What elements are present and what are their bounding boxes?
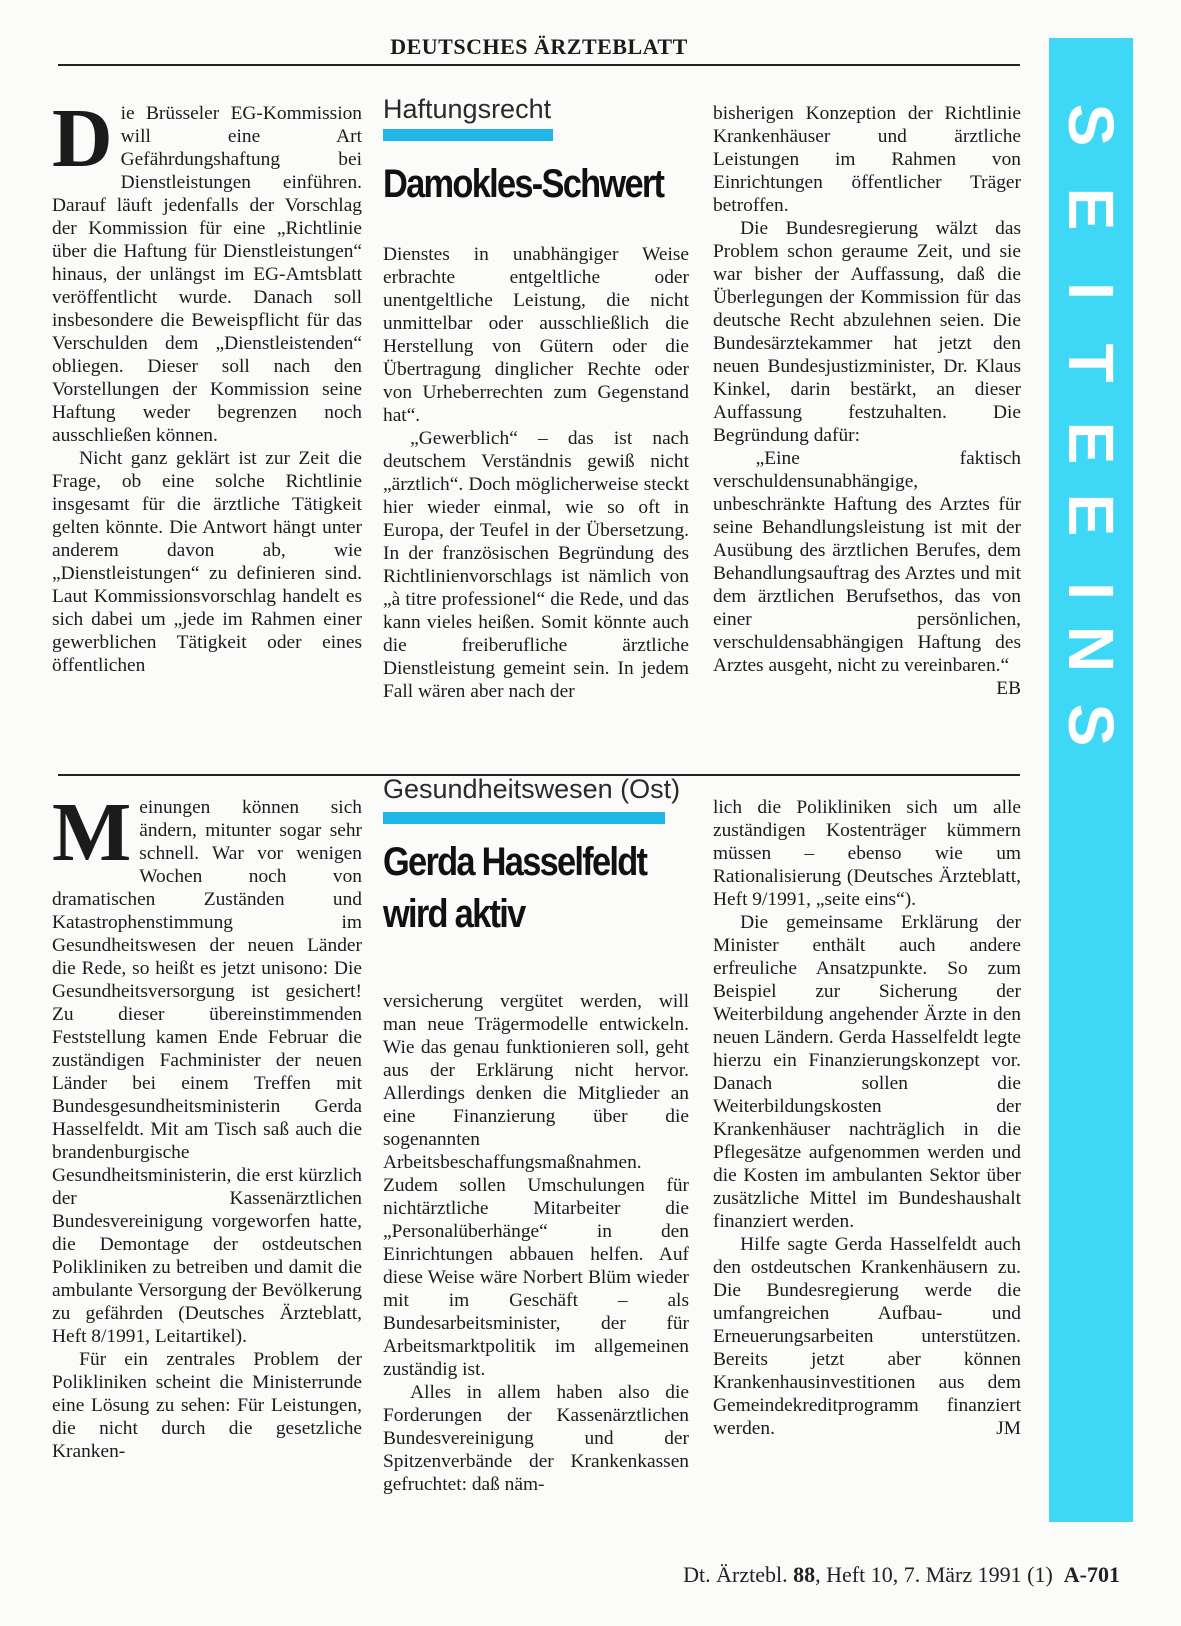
- article2-column-3: [713, 796, 1021, 1440]
- side-label-letter: I: [1055, 582, 1127, 600]
- article2-paragraph: Alles in allem haben also die Forderungen der Kassenärztlichen Bundesvereinigung und der Spitzenverbände der Krankenkassen gefruchtet: daß näm-: [383, 1382, 689, 1495]
- side-label-letter: N: [1055, 625, 1127, 673]
- article1-rubric: Haftungsrecht: [383, 94, 552, 124]
- article1-headline: Damokles-Schwert: [383, 162, 664, 206]
- article1-paragraph: Dienstes in unabhängiger Weise erbrachte entgeltliche oder unentgeltliche Leistung, die nicht unmittelbar oder ausschließlich die Herstellung von Gütern oder die Übertragung dinglicher Rechte oder von Urheberrechten zum Gegenstand hat“.: [383, 244, 689, 426]
- article1-paragraph: „Gewerblich“ – das ist nach deutschem Verständnis gewiß nicht „ärztlich“. Doch möglicherweise steckt hier wieder einmal, wie so oft in Europa, der Teufel in der Übersetzung. In der französischen Begründung des Richtlinienvorschlags ist nämlich von „à titre professionel“ die Rede, und das kann vieles heißen. Somit könnte auch die freiberufliche ärztliche Dienstleistung gemeint sein. In jedem Fall wären aber nach der: [383, 428, 689, 702]
- article1-paragraph: bisherigen Konzeption der Richtlinie Krankenhäuser und ärztliche Leistungen im Rahmen von Einrichtungen öffentlicher Träger betroffen.: [713, 103, 1021, 216]
- article2-last-text: Hilfe sagte Gerda Hasselfeldt auch den ostdeutschen Krankenhäusern zu. Die Bundesregierung werde die umfangreichen Aufbau- und Erneuerungsarbeiten unterstützen. Bereits jetzt aber können Krankenhausinvestitionen aus dem Gemeindekreditprogramm finanziert werden.: [713, 1234, 1021, 1439]
- footer-issue-date: , Heft 10, 7. März 1991 (1): [815, 1562, 1053, 1587]
- footer-journal: Dt. Ärztebl.: [683, 1562, 788, 1587]
- article1-rubric-bar: [383, 129, 553, 141]
- article2-column-2: [383, 990, 689, 1496]
- side-label-letter: E: [1055, 493, 1127, 537]
- article1-column-2: [383, 243, 689, 703]
- article1-signature: EB: [996, 678, 1021, 699]
- side-label-letter: E: [1055, 187, 1127, 231]
- article1-paragraph: ie Brüsseler EG-Kommission will eine Art Gefährdungshaftung bei Dienstleistungen einführen. Darauf läuft jedenfalls der Vorschlag der Kommission für eine „Richtlinie über die Haftung für Dienstleistungen“ hinaus, der unlängst im EG-Amtsblatt veröffentlicht wurde. Danach soll insbesondere die Beweispflicht für das Verschulden dem „Dienstleistenden“ obliegen. Dieser soll nach den Vorstellungen der Kommission seine Haftung weder begrenzen noch ausschließen können.: [52, 103, 362, 446]
- article2-paragraph-last: [713, 1233, 1021, 1440]
- article2-paragraph: Die gemeinsame Erklärung der Minister enthält auch andere erfreuliche Ansatzpunkte. So zum Beispiel zur Sicherung der Weiterbildung angehender Ärzte in den neuen Ländern. Gerda Hasselfeldt legte hierzu ein Finanzierungskonzept vor. Danach sollen die Weiterbildungskosten der Krankenhäuser nachträglich in die Pflegesätze aufgenommen werden und die Kosten im ambulanten Sektor über zusätzliche Mittel im Bundeshaushalt finanziert werden.: [713, 912, 1021, 1232]
- side-label-letter: T: [1055, 343, 1127, 383]
- article1-column-1: [52, 92, 362, 677]
- article1-quote: [713, 447, 1021, 699]
- page-footer: [600, 1562, 1120, 1588]
- article1-quote-text: „Eine faktisch verschuldensunabhängige, unbeschränkte Haftung des Arztes für seine Behandlungsleistung ist mit der Ausübung des ärztlichen Berufes, dem Behandlungsauftrag des Arztes und mit dem ärztlichen Berufsethos, das von einer persönlichen, verschuldensabhängigen Haftung des Arztes ausgeht, nicht zu vereinbaren.“: [713, 448, 1021, 676]
- side-label-letter: E: [1055, 421, 1127, 465]
- side-label-letter: I: [1055, 282, 1127, 300]
- article1-dropcap: D: [52, 92, 113, 185]
- footer-page-number: A-701: [1063, 1562, 1120, 1587]
- side-label-letter: S: [1055, 103, 1127, 147]
- article2-paragraph: versicherung vergütet werden, will man neue Trägermodelle entwickeln. Wie das genau funktionieren soll, geht aus der Erklärung nicht hervor. Allerdings denken die Mitglieder an eine Finanzierung über die sogenannten Arbeitsbeschaffungsmaßnahmen. Zudem sollen Umschulungen für nichtärztliche Mitarbeiter die „Personalüberhänge“ in den Einrichtungen abbauen helfen. Auf diese Weise wäre Norbert Blüm wieder mit im Geschäft – als Bundesarbeitsminister, der für Arbeitsmarktpolitik im allgemeinen zuständig ist.: [383, 991, 689, 1380]
- footer-volume: 88: [793, 1562, 816, 1587]
- article1-paragraph: Die Bundesregierung wälzt das Problem schon geraume Zeit, und sie war bisher der Auffassung, daß die Überlegungen der Kommission für das deutsche Recht abzulehnen seien. Die Bundesärztekammer hat jetzt den neuen Bundesjustizminister, Dr. Klaus Kinkel, darin bestärkt, an dieser Auffassung festzuhalten. Die Begründung dafür:: [713, 218, 1021, 446]
- article1-column-3: [713, 102, 1021, 700]
- masthead: DEUTSCHES ÄRZTEBLATT: [390, 34, 688, 59]
- article2-paragraph: einungen können sich ändern, mitunter sogar sehr schnell. War vor wenigen Wochen noch von dramatischen Zuständen und Katastrophenstimmung im Gesundheitswesen der neuen Länder die Rede, so heißt es jetzt unisono: Die Gesundheitsversorgung ist gesichert! Zu dieser übereinstimmenden Feststellung kamen Ende Februar die zuständigen Fachminister der neuen Länder bei einem Treffen mit Bundesgesundheitsministerin Gerda Hasselfeldt. Mit am Tisch saß auch die brandenburgische Gesundheitsministerin, die erst kürzlich der Kassenärztlichen Bundesvereinigung vorgeworfen hatte, die Demontage der ostdeutschen Polikliniken zu betreiben und damit die ambulante Versorgung der Bevölkerung zu gefährden (Deutsches Ärzteblatt, Heft 8/1991, Leitartikel).: [52, 797, 362, 1347]
- article2-headline-line2: wird aktiv: [383, 892, 525, 936]
- article2-dropcap: M: [52, 786, 132, 879]
- article2-paragraph: Für ein zentrales Problem der Polikliniken scheint die Ministerrunde eine Lösung zu sehen: Für Leistungen, die nicht durch die gesetzliche Kranken-: [52, 1349, 362, 1462]
- article1-paragraph: Nicht ganz geklärt ist zur Zeit die Frage, ob eine solche Richtlinie insgesamt für die ärztliche Tätigkeit gelten könnte. Die Antwort hängt unter anderem davon ab, wie „Dienstleistungen“ zu definieren sind. Laut Kommissionsvorschlag handelt es sich dabei um „jede im Rahmen einer gewerblichen Tätigkeit oder eines öffentlichen: [52, 448, 362, 676]
- article2-paragraph: lich die Polikliniken sich um alle zuständigen Kostenträger kümmern müssen – ebenso wie um Rationalisierung (Deutsches Ärzteblatt, Heft 9/1991, „seite eins“).: [713, 797, 1021, 910]
- article2-column-1: [52, 786, 362, 1463]
- article2-rubric: Gesundheitswesen (Ost): [383, 774, 681, 804]
- side-label-letter: S: [1055, 703, 1127, 747]
- article2-rubric-bar: [383, 812, 665, 824]
- top-rule: [58, 64, 1020, 66]
- article2-headline-line1: Gerda Hasselfeldt: [383, 840, 647, 884]
- article2-signature: JM: [996, 1418, 1021, 1439]
